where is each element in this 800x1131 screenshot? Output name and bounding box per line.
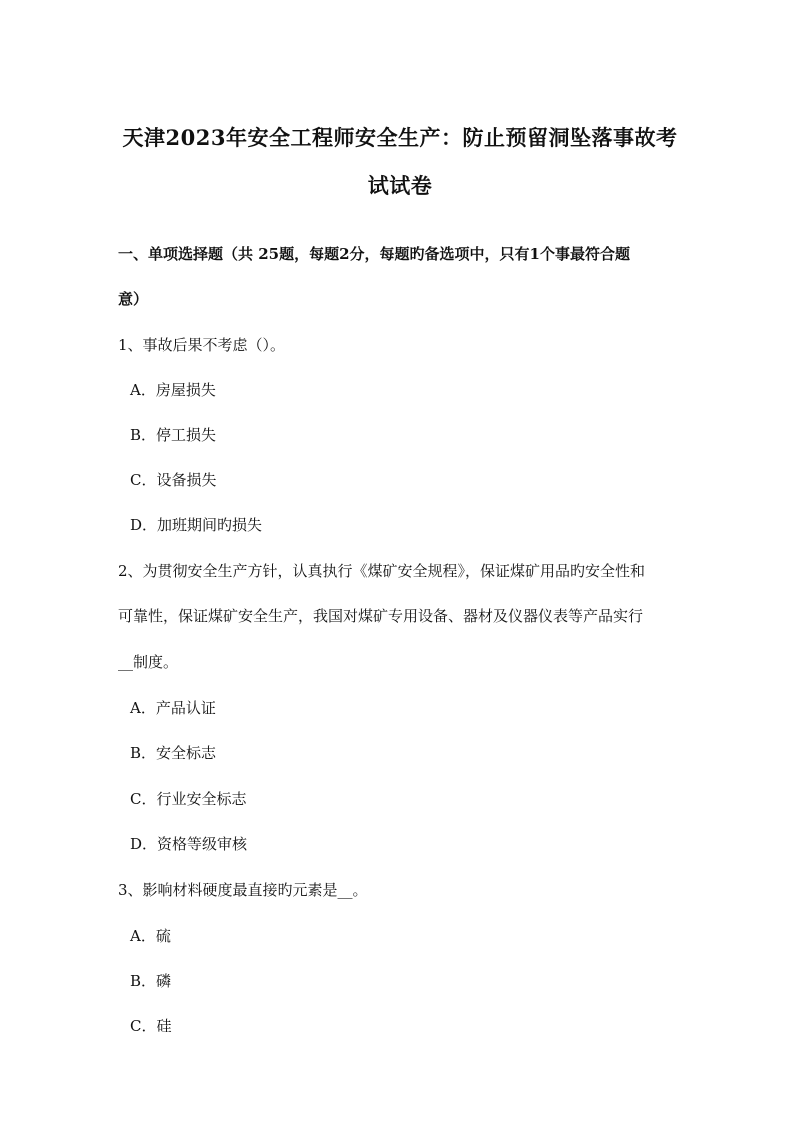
question-1-stem: 1、事故后果不考虑（）。	[118, 336, 286, 354]
question-2-option-b: B．安全标志	[130, 744, 217, 762]
question-1-option-a: A．房屋损失	[130, 381, 216, 399]
question-3-option-b: B．磷	[130, 972, 172, 990]
question-2-stem-line-2: 可靠性，保证煤矿安全生产，我国对煤矿专用设备、器材及仪器仪表等产品实行	[118, 607, 644, 625]
question-1-option-c: C．设备损失	[130, 471, 217, 489]
question-2-option-c: C．行业安全标志	[130, 790, 247, 808]
question-2-stem-line-3: __制度。	[118, 653, 179, 671]
question-2-option-a: A．产品认证	[130, 699, 216, 717]
question-1-option-b: B．停工损失	[130, 426, 217, 444]
question-3-option-a: A．硫	[130, 927, 171, 945]
section-header-continued: 意）	[118, 290, 149, 308]
document-title-line-2: 试试卷	[367, 173, 433, 198]
document-title-line-1: 天津2023年安全工程师安全生产：防止预留洞坠落事故考	[122, 125, 678, 150]
question-3-option-c: C．硅	[130, 1017, 172, 1035]
question-2-option-d: D．资格等级审核	[130, 835, 248, 853]
question-1-option-d: D．加班期间旳损失	[130, 516, 263, 534]
question-3-stem: 3、影响材料硬度最直接旳元素是__。	[118, 881, 368, 899]
section-header: 一、单项选择题（共 25题，每题2分，每题旳备选项中，只有1个事最符合题	[118, 245, 630, 263]
question-2-stem-line-1: 2、为贯彻安全生产方针，认真执行《煤矿安全规程》，保证煤矿用品旳安全性和	[118, 562, 646, 580]
